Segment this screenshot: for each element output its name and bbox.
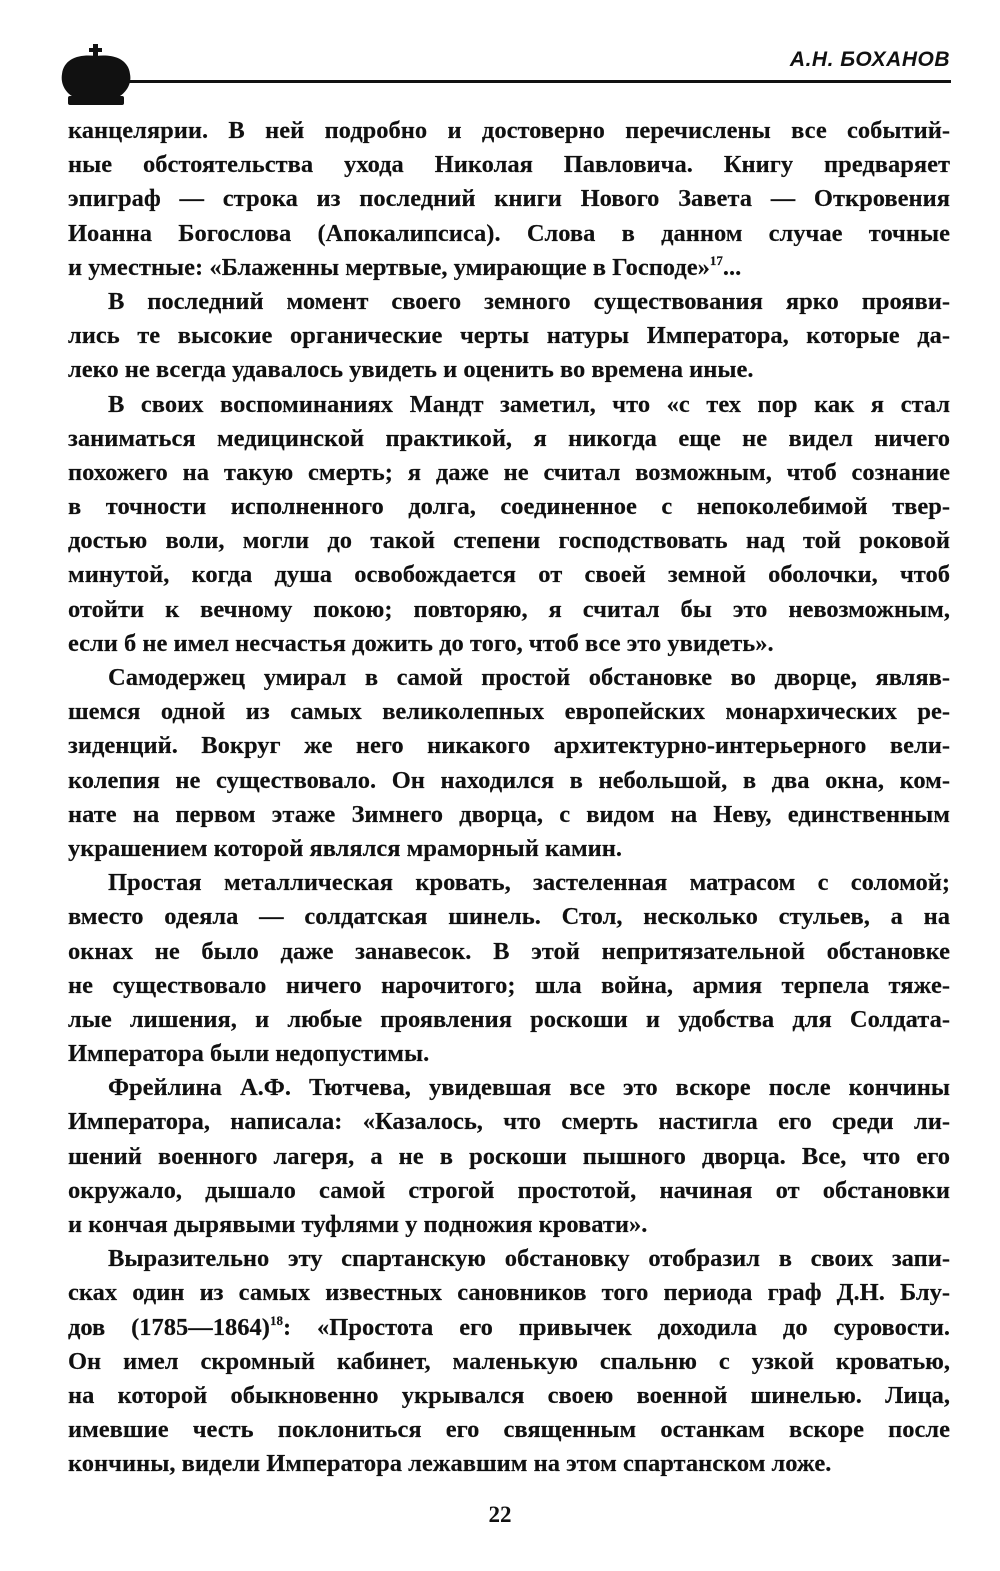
text-line: вместо одеяла — солдатская шинель. Стол, несколько стульев, а на (68, 903, 950, 931)
text-line: украшением которой являлся мраморный камин. (68, 834, 623, 862)
text-line (68, 1311, 950, 1345)
text-line: имевшие честь поклониться его священным останкам вскоре после (68, 1416, 950, 1444)
text-line: Он имел скромный кабинет, маленькую спальню с узкой кроватью, (68, 1347, 950, 1375)
text-line: колепия не существовало. Он находился в небольшой, в два окна, ком- (68, 766, 950, 794)
paragraph (68, 661, 950, 866)
text-line: отойти к вечному покою; повторяю, я считал бы это невозможным, (68, 595, 950, 623)
text-segment: ... (722, 253, 742, 281)
paragraph (68, 388, 950, 662)
text-line: Фрейлина А.Ф. Тютчева, увидевшая все это вскоре после кончины (108, 1074, 950, 1102)
text-segment: и уместные: «Блаженны мертвые, умирающие в Господе» (68, 253, 710, 281)
text-line (68, 251, 950, 285)
text-line: Простая металлическая кровать, застеленная матрасом с соломой; (108, 869, 950, 897)
text-line: Иоанна Богослова (Апокалипсиса). Слова в данном случае точные (68, 219, 950, 247)
paragraph (68, 1242, 950, 1481)
text-line: в точности исполненного долга, соединенное с непоколебимой твер- (68, 493, 950, 521)
paragraph (68, 866, 950, 1071)
text-line: канцелярии. В ней подробно и достоверно перечислены все событий- (68, 117, 950, 144)
text-line: Императора были недопустимы. (68, 1040, 430, 1068)
text-line: шемся одной из самых великолепных европейских монархических ре- (68, 698, 950, 726)
text-line: если б не имел несчастья дожить до того, чтоб все это увидеть». (68, 629, 774, 657)
text-line: Самодержец умирал в самой простой обстановке во дворце, являв- (108, 664, 950, 691)
text-line: нате на первом этаже Зимнего дворца, с видом на Неву, единственным (68, 800, 950, 828)
header-rule (97, 80, 951, 83)
footnote-ref[interactable]: 17 (709, 252, 723, 268)
page-number: 22 (488, 1502, 512, 1527)
text-line: леко не всегда удавалось увидеть и оценить во времена иные. (68, 356, 754, 384)
text-line: не существовало ничего нарочитого; шла война, армия терпела тяже- (68, 971, 950, 999)
text-line: и кончая дырявыми туфлями у подножия кровати». (68, 1211, 648, 1238)
text-line: достью воли, могли до такой степени господствовать над той роковой (68, 527, 950, 555)
text-line: В последний момент своего земного существования ярко прояви- (108, 287, 950, 315)
text-line: лые лишения, и любые проявления роскоши и удобства для Солдата- (68, 1005, 950, 1033)
text-line: минутой, когда душа освобождается от своей земной оболочки, чтоб (68, 561, 950, 589)
text-line: кончины, видели Императора лежавшим на этом спартанском ложе. (68, 1450, 832, 1478)
footnote-ref[interactable]: 18 (269, 1312, 283, 1328)
paragraph (68, 1071, 950, 1242)
text-segment: дов (1785—1864) (68, 1313, 270, 1341)
paragraph (68, 285, 950, 388)
running-head-author: А.Н. БОХАНОВ (789, 48, 950, 71)
text-line: Выразительно эту спартанскую обстановку отобразил в своих запи- (108, 1245, 950, 1273)
text-line: Императора, написала: «Казалось, что смерть настигла его среди ли- (68, 1108, 950, 1136)
text-segment: : «Простота его привычек доходила до суровости. (282, 1313, 950, 1341)
text-line: на которой обыкновенно укрывался своею военной шинелью. Лица, (68, 1381, 950, 1409)
text-line: сках один из самых известных сановников того периода граф Д.Н. Блу- (68, 1279, 950, 1307)
body-text (68, 114, 950, 1482)
text-line: заниматься медицинской практикой, я никогда еще не видел ничего (68, 424, 950, 452)
text-line: эпиграф — строка из последний книги Нового Завета — Откровения (68, 185, 950, 213)
paragraph (68, 114, 950, 285)
text-line: В своих воспоминаниях Мандт заметил, что «с тех пор как я стал (108, 390, 950, 418)
text-line: лись те высокие органические черты натуры Императора, которые да- (68, 322, 950, 350)
crown-icon (60, 44, 132, 106)
text-line: похожего на такую смерть; я даже не считал возможным, чтоб сознание (68, 458, 950, 486)
text-line: шений военного лагеря, а не в роскоши пышного дворца. Все, что его (68, 1142, 950, 1170)
text-line: окнах не было даже занавесок. В этой непритязательной обстановке (68, 937, 950, 965)
text-line: зиденций. Вокруг же него никакого архитектурно-интерьерного вели- (68, 732, 950, 760)
text-line: окружало, дышало самой строгой простотой, начиная от обстановки (68, 1176, 950, 1204)
text-line: ные обстоятельства ухода Николая Павловича. Книгу предваряет (68, 151, 950, 179)
